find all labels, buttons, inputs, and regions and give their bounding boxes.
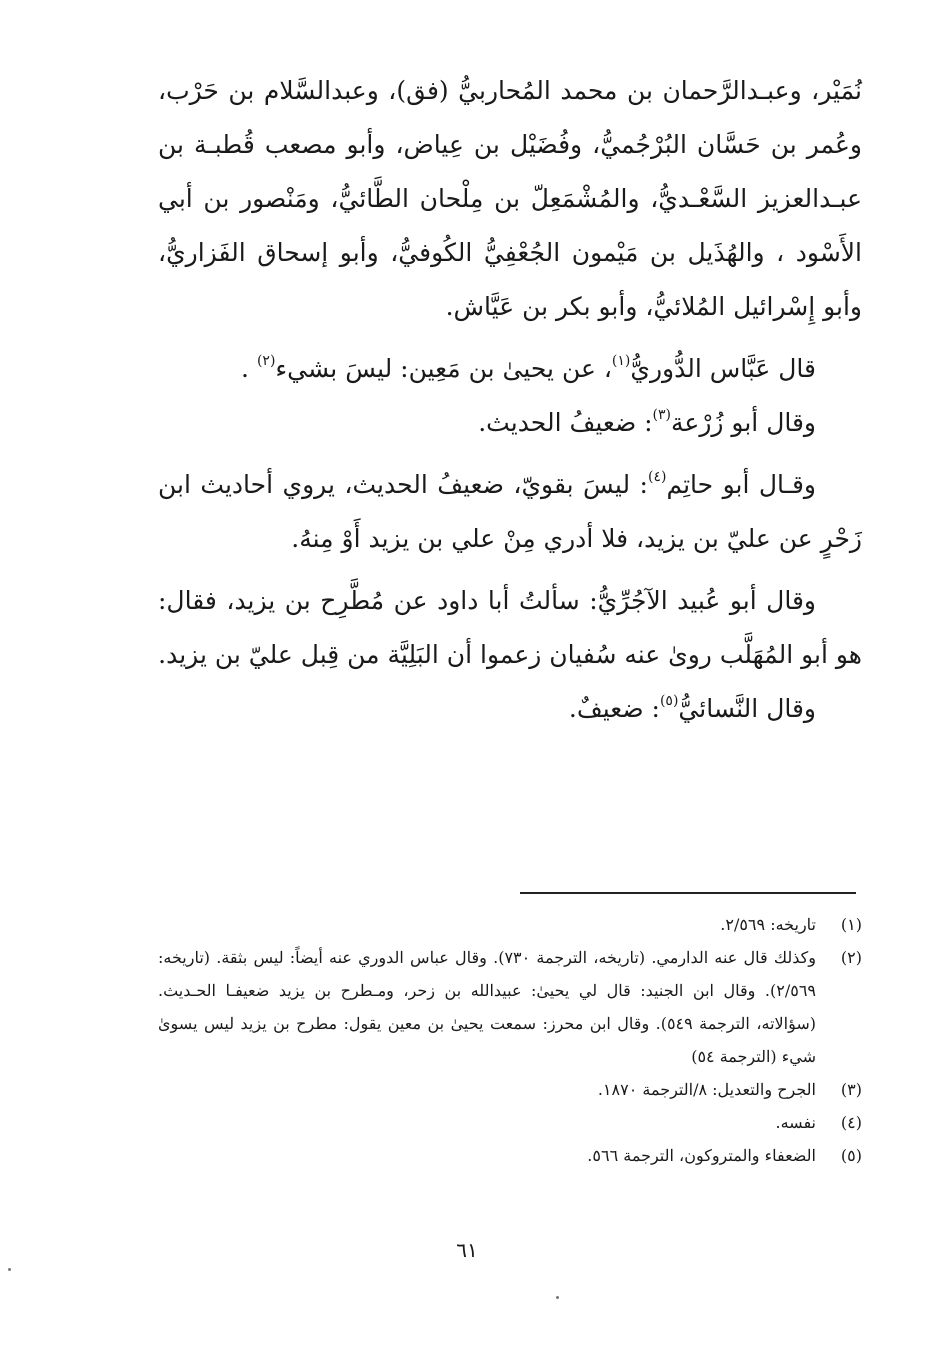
footnote-number: (٣)	[840, 1080, 862, 1099]
paragraph-ajurri	[158, 574, 862, 682]
footnote-number: (١)	[840, 915, 862, 934]
footnote-ref[interactable]: (٤)	[647, 469, 667, 485]
paragraph-text: وقال أبو زُرْعة	[671, 408, 816, 437]
footnote-item	[158, 1139, 862, 1172]
footnote-number: (٥)	[840, 1146, 862, 1165]
paragraph-text: : ليسَ بقويّ، ضعيفُ الحديث، يروي أحاديث ابن زَحْرٍ عن عليّ بن يزيد، فلا أدري مِنْ علي بن يزيد أَوْ مِنهُ.	[158, 470, 862, 553]
paragraph-text: وقال النَّسائيُّ	[678, 694, 816, 723]
paragraph-nasai	[158, 682, 862, 736]
scan-speck	[556, 1296, 559, 1299]
paragraph-abu-hatim	[158, 458, 862, 566]
footnote-number: (٤)	[840, 1113, 862, 1132]
paragraph-text: وقـال أبو حاتِم	[666, 470, 816, 499]
footnote-text: نفسه.	[775, 1113, 816, 1132]
paragraph-abbas-douri	[158, 342, 862, 396]
footnote-ref[interactable]: (٢)	[256, 353, 276, 369]
footnote-number: (٢)	[840, 948, 862, 967]
footnote-ref[interactable]: (١)	[611, 353, 631, 369]
paragraph-text: : ضعيفٌ.	[568, 694, 660, 723]
page-number: ٦١	[456, 1238, 478, 1262]
footnote-item	[158, 908, 862, 941]
paragraph-abu-zura	[158, 396, 862, 450]
footnote-text: وكذلك قال عنه الدارمي. (تاريخه، الترجمة ٧٣٠). وقال عباس الدوري عنه أيضاً: ليس بثقة. (تاريخه: ٢/٥٦٩). وقال ابن الجنيد: قال لي يحيىٰ: عبيدالله بن زحر، ومـطرح بن يزيد ضعيفـا الحـديث. (سؤالاته، الترجمة ٥٤٩). وقال ابن محرز: سمعت يحيىٰ بن معين يقول: مطرح بن يزيد ليس يسوىٰ شيء (الترجمة ٥٤)	[158, 948, 817, 1066]
paragraph-text: : ضعيفُ الحديث.	[478, 408, 653, 437]
footnote-item	[158, 1073, 862, 1106]
footnote-ref[interactable]: (٥)	[659, 693, 679, 709]
paragraph-text: نُمَيْر، وعبـدالرَّحمان بن محمد المُحاربيُّ (فق)، وعبدالسَّلام بن حَرْب، وعُمر بن حَسَّان البُرْجُميُّ، وفُضَيْل بن عِياض، وأبو مصعب قُطبـة بن عبـدالعزيز السَّعْـديُّ، والمُشْمَعِلّ بن مِلْحان الطَّائيُّ، ومَنْصور بن أبي الأَسْود ، والهُذَيل بن مَيْمون الجُعْفِيُّ الكُوفيُّ، وأبو إسحاق الفَزاريُّ، وأبو إِسْرائيل المُلائيُّ، وأبو بكر بن عَيَّاش.	[158, 76, 862, 321]
paragraph-text: .	[241, 354, 257, 383]
paragraph-text: وقال أبو عُبيد الآجُرِّيُّ: سألتُ أبا داود عن مُطَّرِح بن يزيد، فقال: هو أبو المُهَلَّب روىٰ عنه سُفيان زعموا أن البَلِيَّة من قِبل عليّ بن يزيد.	[158, 586, 862, 669]
footnote-text: تاريخه: ٢/٥٦٩.	[720, 915, 816, 934]
footnotes	[158, 908, 862, 1172]
paragraph-narrators	[158, 64, 862, 334]
footnote-item	[158, 1106, 862, 1139]
scan-speck	[8, 1268, 11, 1271]
paragraph-text: ، عن يحيىٰ بن مَعِين: ليسَ بشيء	[275, 354, 612, 383]
footnote-separator	[520, 892, 856, 894]
main-text	[158, 64, 862, 736]
footnote-text: الضعفاء والمتروكون، الترجمة ٥٦٦.	[587, 1146, 816, 1165]
paragraph-text: قال عَبَّاس الدُّوريُّ	[630, 354, 816, 383]
footnote-ref[interactable]: (٣)	[652, 407, 672, 423]
footnote-item	[158, 941, 862, 1073]
footnote-text: الجرح والتعديل: ٨/الترجمة ١٨٧٠.	[597, 1080, 816, 1099]
